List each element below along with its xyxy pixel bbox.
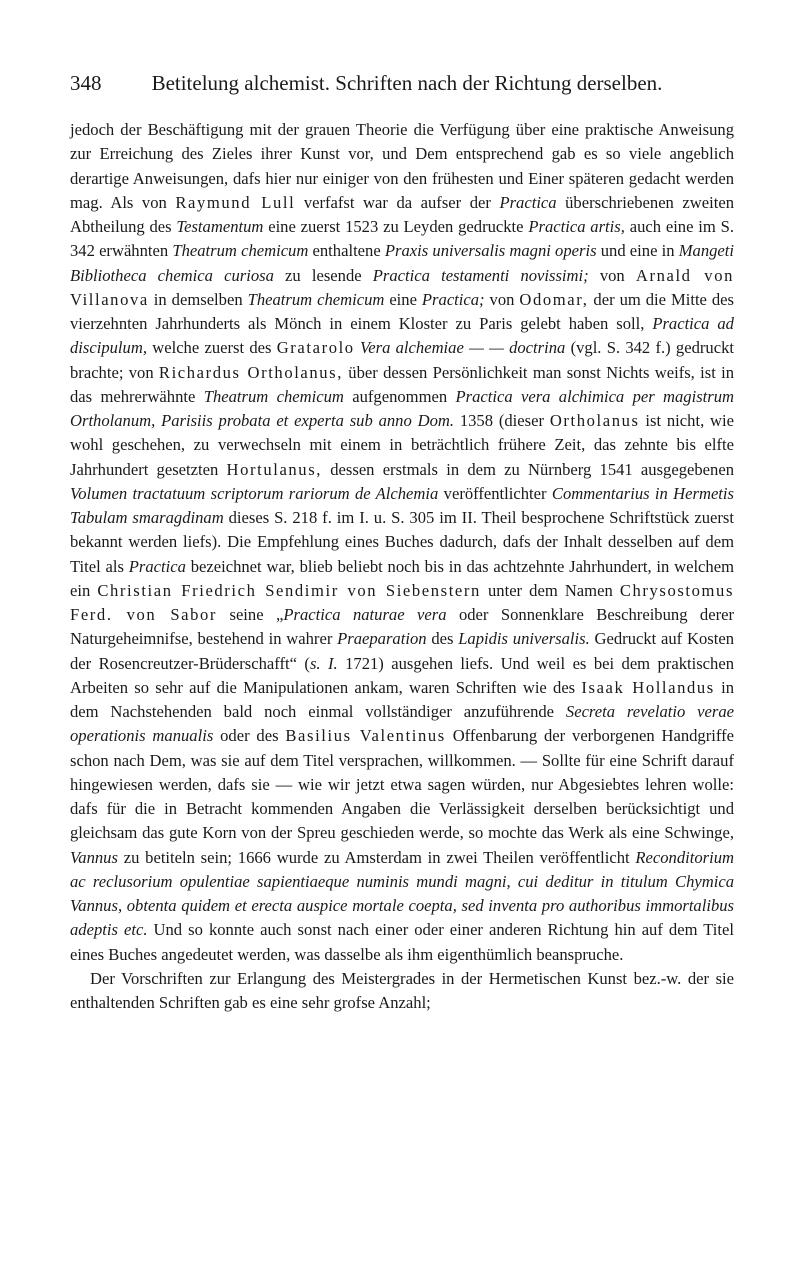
- body-text-run: der um die Mitte des vierzehnten Jahrhunderts als Mönch in einem Kloster zu Paris gelebt haben soll,: [70, 289, 734, 333]
- italic-title-text: Secreta revelatio verae operationis manualis: [70, 702, 734, 746]
- italic-title-text: Reconditorium ac reclusorium opulentiae sapientiaeque numinis mundi magni, cui deditur in titulum Chymica Vannus, obtenta quidem et erecta auspice mortale coepta, sed inventa pro authoribus immortalibus adeptis etc.: [70, 847, 734, 940]
- italic-title-text: Practica ad discipulum,: [70, 314, 734, 358]
- body-text-run: dieses S. 218 f. im I. u. S. 305 im II. Theil besprochene Schriftstück zuerst bekannt werden liefs). Die Empfehlung eines Buches dadurch, dafs der Inhalt desselben auf dem Titel als: [70, 508, 734, 576]
- italic-title-text: Praeparation: [337, 629, 427, 649]
- italic-title-text: Vannus: [70, 847, 118, 867]
- body-text-run: überschriebenen zweiten Abtheilung des: [70, 192, 734, 236]
- paragraph: [70, 967, 734, 1016]
- spaced-person-name: Gratarolo: [276, 338, 355, 358]
- spaced-person-name: Raymund Lull: [175, 192, 296, 212]
- body-text-run: dessen erstmals in dem zu Nürnberg 1541 ausgegebenen: [322, 459, 734, 479]
- body-text-run: von: [484, 289, 520, 309]
- body-text-run: in dem Nachstehenden bald noch einmal vollständiger anzuführende: [70, 677, 735, 721]
- italic-title-text: Lapidis universalis.: [458, 629, 590, 649]
- spaced-person-name: Christian Friedrich Sendimir von Siebenstern: [97, 580, 481, 600]
- body-text-run: welche zuerst des: [146, 338, 277, 358]
- body-text-run: des: [426, 629, 459, 649]
- italic-title-text: Practica testamenti novissimi;: [372, 265, 589, 285]
- italic-title-text: Practica: [128, 556, 186, 576]
- spaced-person-name: Odomar,: [519, 289, 589, 309]
- italic-title-text: Volumen tractatuum scriptorum rariorum de Alchemia: [70, 483, 439, 503]
- running-title: Betitelung alchemist. Schriften nach der Richtung derselben.: [151, 70, 663, 95]
- italic-title-text: Theatrum chemicum: [172, 241, 309, 261]
- spaced-person-name: Chrysostomus Ferd. von Sabor: [70, 580, 734, 624]
- italic-title-text: Practica vera alchimica per magistrum Ortholanum, Parisiis probata et experta sub anno Dom.: [70, 386, 735, 430]
- italic-title-text: Commentarius in Hermetis Tabulam smaragdinam: [70, 483, 734, 527]
- body-text-run: zu betiteln sein; 1666 wurde zu Amsterdam in zwei Theilen veröffentlicht: [117, 847, 636, 867]
- italic-title-text: Practica artis,: [528, 217, 625, 236]
- body-text-run: Offenbarung der verborgenen Handgriffe schon nach Dem, was sie auf dem Titel versprachen, willkommen. — Sollte für eine Schrift darauf hingewiesen werden, dafs sie — wie wir jetzt etwa sagen würden, nur Abgesiebtes lehren wolle: dafs für die in Betracht kommenden Angaben die Verlässigkeit derselben berücksichtigt und gleichsam das gute Korn von der Spreu geschieden werde, so mochte das Werk als eine Schwinge,: [70, 726, 734, 843]
- body-text-run: unter dem Namen: [480, 580, 620, 600]
- body-text: [70, 118, 734, 1015]
- page-header: [70, 66, 734, 100]
- body-text-run: eine zuerst 1523 zu Leyden gedruckte: [263, 217, 529, 236]
- italic-title-text: Practica naturae vera: [283, 605, 447, 624]
- body-text-run: oder Sonnenklare Beschreibung derer Naturgeheimnifse, bestehend in wahrer: [70, 605, 735, 649]
- body-text-run: ist nicht, wie wohl geschehen, zu verwechseln mit einem in beträchtlich frühere Zeit, das zehnte bis elfte Jahrhundert gesetzten: [70, 411, 734, 479]
- body-text-run: aufgenommen: [343, 386, 456, 406]
- body-text-run: 1358 (dieser: [454, 411, 550, 430]
- body-text-run: seine „: [217, 605, 284, 624]
- italic-title-text: Praxis universalis magni operis: [384, 241, 597, 261]
- body-text-run: Gedruckt auf Kosten der Rosencreutzer-Brüderschafft“ (: [70, 629, 734, 673]
- body-text-run: (vgl. S. 342 f.) gedruckt brachte; von: [70, 338, 734, 382]
- page-number: 348: [70, 70, 102, 95]
- italic-title-text: Vera alchemiae — — doctrina: [359, 338, 566, 358]
- body-text-run: in demselben: [148, 289, 248, 309]
- italic-title-text: Theatrum chemicum: [247, 289, 385, 309]
- body-text-run: und eine in: [596, 241, 679, 261]
- paragraph: [70, 118, 734, 967]
- body-text-run: oder des: [213, 726, 286, 746]
- spaced-person-name: Basilius Valentinus: [285, 726, 446, 746]
- spaced-person-name: Ortholanus: [549, 411, 640, 430]
- body-text-run: verfafst war da aufser der: [295, 192, 500, 212]
- body-text-run: veröffentlichter: [438, 483, 552, 503]
- body-text-run: über dessen Persönlichkeit man sonst Nichts weifs, ist in das mehrerwähnte: [70, 362, 735, 406]
- body-text-run: bezeichnet war, blieb beliebt noch bis in das achtzehnte Jahrhundert, in welchem ein: [70, 556, 734, 600]
- body-text-run: Der Vorschriften zur Erlangung des Meistergrades in der Hermetischen Kunst bez.-w. der sie enthaltenden Schriften gab es eine sehr grofse Anzahl;: [70, 968, 734, 1012]
- italic-title-text: Testamentum: [176, 217, 264, 236]
- spaced-person-name: Hortulanus,: [226, 459, 323, 479]
- italic-title-text: Practica: [499, 192, 557, 212]
- body-text-run: 1721) ausgehen liefs. Und weil es bei dem praktischen Arbeiten so sehr auf die Manipulationen ankam, waren Schriften wie des: [70, 653, 734, 697]
- body-text-run: eine: [384, 289, 422, 309]
- body-text-run: jedoch der Beschäftigung mit der grauen Theorie die Verfügung über eine praktische Anweisung zur Erreichung des Zieles ihrer Kunst vor, und Dem entsprechend gab es so viele angeblich derartige Anweisungen, dafs hier nur einiger von den frühesten und Einer späteren gedacht werden mag. Als von: [70, 120, 734, 212]
- italic-title-text: s. I.: [309, 653, 338, 673]
- body-text-run: von: [588, 265, 636, 285]
- body-text-run: auch eine im S. 342 erwähnten: [70, 217, 734, 261]
- spaced-person-name: Arnald von Villanova: [70, 265, 735, 309]
- body-text-run: zu lesende: [273, 265, 373, 285]
- spaced-person-name: Isaak Hollandus: [581, 677, 715, 697]
- italic-title-text: Mangeti Bibliotheca chemica curiosa: [70, 241, 735, 285]
- body-text-run: Und so konnte auch sonst nach einer oder einer anderen Richtung hin auf dem Titel eines Buches angedeutet werden, was dasselbe als ihm eigenthümlich beanspruche.: [70, 920, 734, 964]
- italic-title-text: Theatrum chemicum: [203, 386, 344, 406]
- spaced-person-name: Richardus Ortholanus,: [158, 362, 343, 382]
- italic-title-text: Practica;: [421, 289, 485, 309]
- body-text-run: enthaltene: [308, 241, 385, 261]
